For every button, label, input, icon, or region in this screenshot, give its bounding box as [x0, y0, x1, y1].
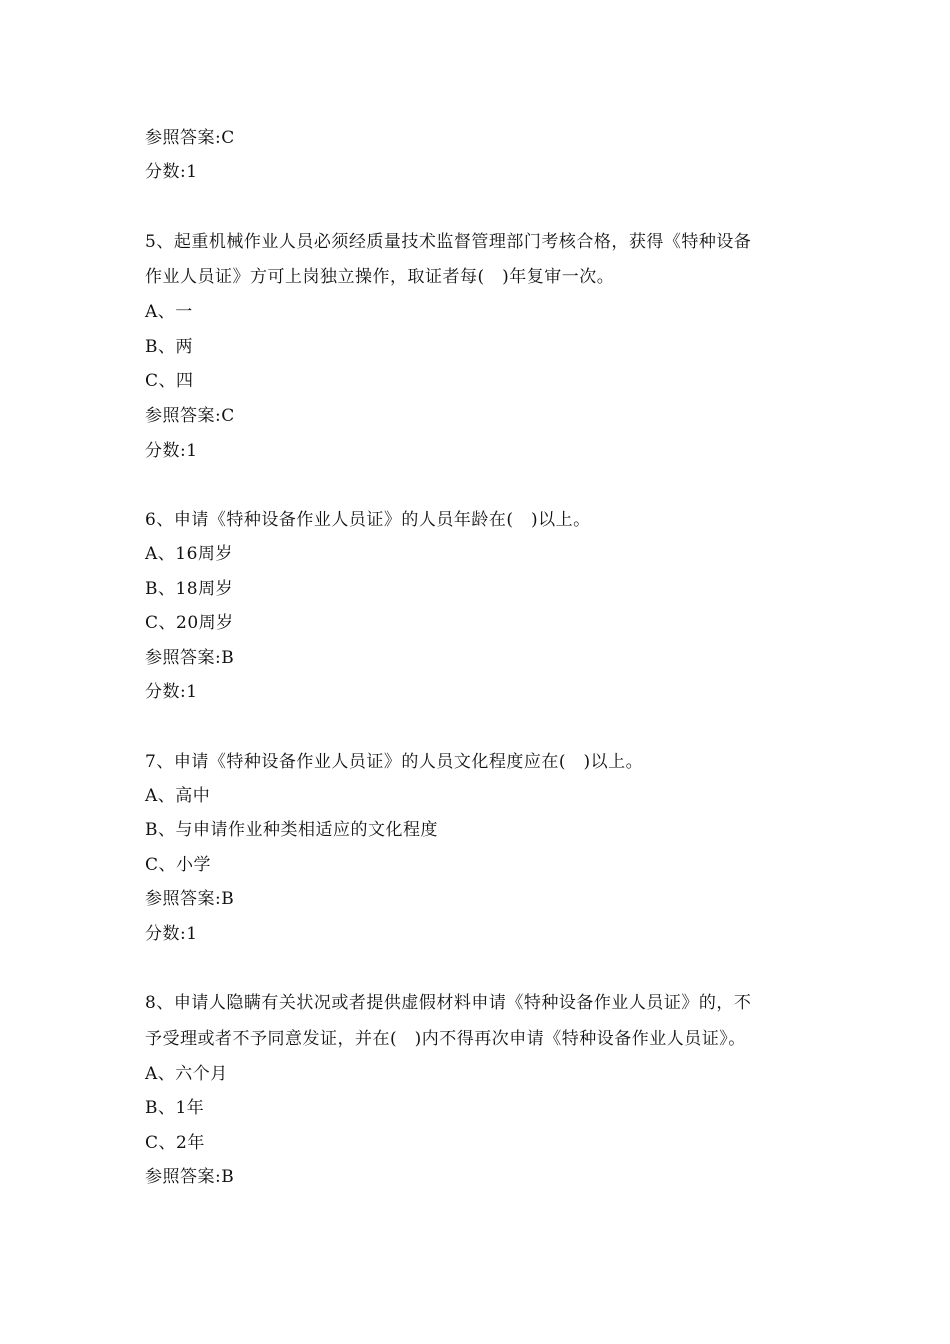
question-8-option-b: B、1年	[145, 1098, 205, 1118]
question-7-stem-line-1: 7、申请《特种设备作业人员证》的人员文化程度应在( )以上。	[145, 752, 644, 772]
question-6-option-c: C、20周岁	[145, 613, 234, 633]
question-5-score: 分数:1	[145, 441, 198, 461]
question-7-score: 分数:1	[145, 924, 198, 944]
question-6-score: 分数:1	[145, 682, 198, 702]
question-8-option-c: C、2年	[145, 1133, 205, 1153]
question-7-option-a: A、高中	[145, 786, 211, 806]
question-8-option-a: A、六个月	[145, 1064, 228, 1084]
question-8-stem-line-1: 8、申请人隐瞒有关状况或者提供虚假材料申请《特种设备作业人员证》的，不	[145, 993, 752, 1013]
question-5-option-b: B、两	[145, 337, 193, 357]
question-5-option-a: A、一	[145, 302, 193, 322]
question-7-option-c: C、小学	[145, 855, 212, 875]
question-8-stem-line-2: 予受理或者不予同意发证，并在( )内不得再次申请《特种设备作业人员证》。	[145, 1029, 746, 1049]
question-5-stem-line-1: 5、起重机械作业人员必须经质量技术监督管理部门考核合格，获得《特种设备	[145, 232, 752, 252]
question-5-answer: 参照答案:C	[145, 406, 235, 426]
question-6-answer: 参照答案:B	[145, 648, 235, 668]
question-6-option-b: B、18周岁	[145, 579, 234, 599]
question-6-option-a: A、16周岁	[145, 544, 233, 564]
prev-score: 分数:1	[145, 162, 198, 182]
question-7-answer: 参照答案:B	[145, 889, 235, 909]
prev-answer: 参照答案:C	[145, 128, 235, 148]
question-5-stem-line-2: 作业人员证》方可上岗独立操作，取证者每( )年复审一次。	[145, 267, 615, 287]
question-5-option-c: C、四	[145, 371, 194, 391]
question-7-option-b: B、与申请作业种类相适应的文化程度	[145, 820, 438, 840]
question-6-stem-line-1: 6、申请《特种设备作业人员证》的人员年龄在( )以上。	[145, 510, 591, 530]
question-8-answer: 参照答案:B	[145, 1167, 235, 1187]
